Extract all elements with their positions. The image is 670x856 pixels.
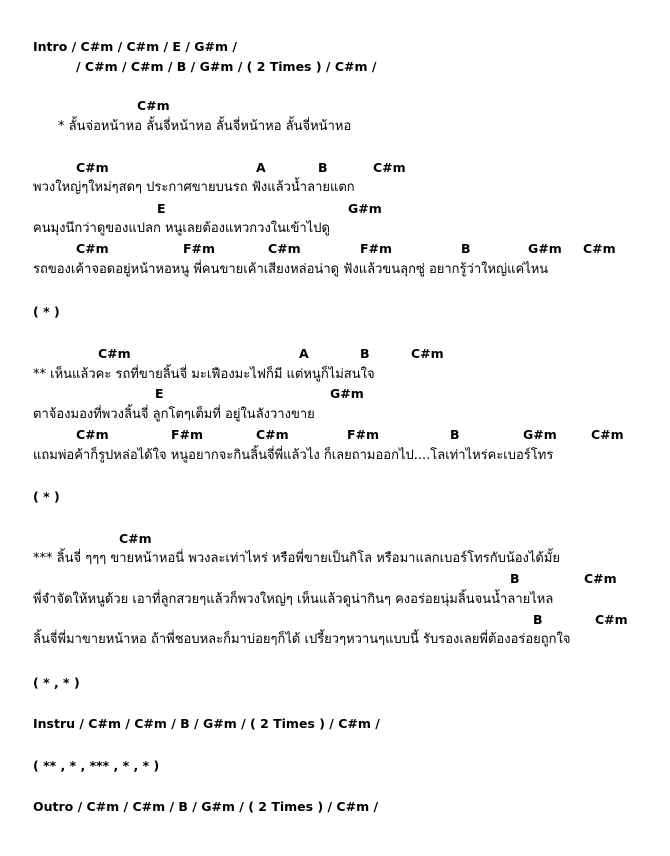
chord: C#m — [411, 346, 444, 361]
chord: C#m — [76, 241, 109, 256]
repeat-marker: ( * ) — [33, 489, 60, 504]
intro-line-2: / C#m / C#m / B / G#m / ( 2 Times ) / C#m / — [76, 59, 377, 74]
chord: B — [510, 571, 520, 586]
chord: C#m — [256, 427, 289, 442]
chord: F#m — [183, 241, 216, 256]
chord: A — [299, 346, 309, 361]
chord: C#m — [591, 427, 624, 442]
repeat-marker: ( ** , * , *** , * , * ) — [33, 758, 160, 773]
repeat-marker: ( * , * ) — [33, 675, 80, 690]
chord: G#m — [528, 241, 562, 256]
chord: C#m — [595, 612, 628, 627]
chord: C#m — [98, 346, 131, 361]
chord: B — [450, 427, 460, 442]
instru-line: Instru / C#m / C#m / B / G#m / ( 2 Times ) / C#m / — [33, 716, 380, 731]
chord: F#m — [347, 427, 380, 442]
intro-line-1: Intro / C#m / C#m / E / G#m / — [33, 39, 237, 54]
lyric-line: * ลั้นจ่อหน้าหอ ลั้นจี่หน้าหอ ลั้นจี่หน้าหอ ลั้นจี่หน้าหอ — [58, 119, 352, 134]
lyric-line: แถมพ่อค้าก็รูปหล่อได้ใจ หนูอยากจะกินลิ้นจี่พี่แล้วไง ก็เลยถามออกไป....โลเท่าไหร่คะเบอร์โทร — [33, 448, 554, 463]
chord: C#m — [137, 98, 170, 113]
chord: C#m — [268, 241, 301, 256]
chord: B — [360, 346, 370, 361]
outro-line: Outro / C#m / C#m / B / G#m / ( 2 Times ) / C#m / — [33, 799, 379, 814]
chord: C#m — [583, 241, 616, 256]
repeat-marker: ( * ) — [33, 304, 60, 319]
lyric-line: คนมุงนึกว่าดูของแปลก หนูเลยต้องแหวกวงในเข้าไปดู — [33, 221, 330, 236]
chord: G#m — [330, 386, 364, 401]
chord: E — [157, 201, 166, 216]
lyric-line: ลิ้นจี่พี่มาขายหน้าหอ ถ้าพี่ชอบหละก็มาบ่อยๆก็ได้ เปรี้ยวๆหวานๆแบบนี้ รับรองเลยพี่ต้องอร่อยถูกใจ — [33, 632, 571, 647]
chord: C#m — [584, 571, 617, 586]
chord: C#m — [76, 427, 109, 442]
chord: B — [461, 241, 471, 256]
chord: C#m — [373, 160, 406, 175]
lyric-line: พวงใหญ่ๆใหม่ๆสดๆ ประกาศขายบนรถ ฟังแล้วน้ำลายแตก — [33, 180, 355, 195]
chord: A — [256, 160, 266, 175]
chord: F#m — [360, 241, 393, 256]
chord: B — [318, 160, 328, 175]
lyric-line: ** เห็นแล้วคะ รถที่ขายลิ้นจี่ มะเฟืองมะไฟก็มี แต่หนูก็ไม่สนใจ — [33, 367, 375, 382]
chord: E — [155, 386, 164, 401]
chord: C#m — [76, 160, 109, 175]
chord: G#m — [523, 427, 557, 442]
chord: G#m — [348, 201, 382, 216]
lyric-line: พี่จำจัดให้หนูด้วย เอาที่ลูกสวยๆแล้วก็พวงใหญ่ๆ เห็นแล้วดูน่ากินๆ คงอร่อยนุ่มลิ้นจนน้ำลายไหล — [33, 592, 554, 607]
chord: C#m — [119, 531, 152, 546]
chord: B — [533, 612, 543, 627]
chord: F#m — [171, 427, 204, 442]
lyric-line: รถของเค้าจอดอยู่หน้าหอหนู พี่คนขายเค้าเสียงหล่อน่าดู ฟังแล้วขนลุกซู่ อยากรู้ว่าใหญ่แค่ไหน — [33, 262, 549, 277]
lyric-line: *** ลิ้นจี่ ๆๆๆ ขายหน้าหอนี่ พวงละเท่าไหร่ หรือพี่ขายเป็นกิโล หรือมาแลกเบอร์โทรกับน้องได้มั้ย — [33, 551, 561, 566]
lyric-line: ตาจ้องมองที่พวงลิ้นจี่ ลูกโตๆเต็มที่ อยู่ในลังวางขาย — [33, 407, 315, 422]
